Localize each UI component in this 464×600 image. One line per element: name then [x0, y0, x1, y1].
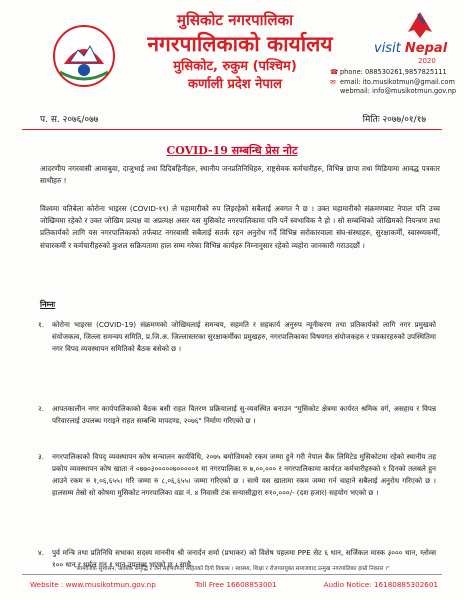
office-location: मुसिकोट, रुकुम (पश्चिम) — [173, 59, 297, 74]
contact-webmail: webmail: info@musikotmun.gov.np — [340, 87, 457, 96]
phone-icon: ☎ — [330, 68, 339, 76]
page-title: COVID-19 सम्बन्धि प्रेस नोट — [166, 144, 298, 157]
list-item-text: आपतकालीन नगर कार्यपालिकाको बैठक बसी राहत वितरण प्रक्रियालाई सु-व्यवस्थित बनाउन "मुसिकोट क्षेत्रमा कार्यरत श्रमिक वर्ग, असहाय र विपन्न परिवारलाई उपलब्ध गराइने राहत सम्बन्धि मापदण्ड, २०७६" निर्माण गरिएको छ । — [52, 404, 436, 425]
contact-block — [330, 68, 456, 97]
municipality-name: मुसिकोट नगरपालिका — [177, 11, 293, 29]
footer-toll-free: Toll Free 16608853001 — [195, 580, 277, 589]
list-item-number: ४. — [38, 548, 44, 557]
reference-row — [40, 112, 426, 126]
reference-number: प. स. २०७६/०७७ — [40, 115, 99, 125]
footer-divider — [22, 574, 442, 575]
header-divider — [22, 129, 442, 130]
items-heading: निम्नः — [40, 300, 56, 309]
footer-website-link[interactable]: Website : www.musikotmun.gov.np — [30, 580, 156, 589]
visit-nepal-logo-text: visit Nepal — [374, 41, 448, 56]
list-item-text: पुर्व मन्त्रि तथा प्रतिनिधि सभाका सदस्य माननीय श्री जनार्दन शर्मा (प्रभाकर) को विशेष पहलमा PPE सेट ६ थान, सर्जिकल मास्क ३००० थान, ग्लोव्स १०० थान र थर्मल गन १ थान उपलब्ध भएको छ । साथै — [52, 548, 436, 569]
list-item — [38, 319, 436, 355]
footer-slogan: "सामाजिक सुशासन, आर्थिक समृद्धि र जन सहभागिता सहितको दिगो विकास । स्वास्थ्य, शिक्षा र रोजगारयुक्त समाजवाद उन्मुख नगरपालिका हाम्रो निकास ।" — [74, 566, 390, 572]
footer-audio-notice: Audio Notice: 16180885302601 — [323, 580, 438, 589]
list-item-text: कोरोना भाइरस (COVID-19) संक्रमणको जोखिमलाई समन्वय, सहमति र सहकार्य अनुरुप न्यूनीकरण तथा प्रतिकार्यको लागि नगर प्रमुखको संयोजकत्व, जिल्ला समन्वय समिति, प्र.जि.अ. जिल्लास्तरका सुरक्षाकर्मीका प्रमुखहरु, नगरपालिकाका विषयगत संयोजकहरु र पत्रकारहरुको उपस्थितिमा नगर विपद व्यवस्थापन समितिको बैठक बसेको छ । — [52, 320, 436, 353]
visit-nepal-logo — [360, 8, 456, 68]
list-item-text: नगरपालिकाको विपद् व्यवस्थापन कोष सन्चालन कार्यविधि, २०७५ बमोजिमको रकम जम्मा हुने गरी नेपाल बैंक लिमिटेड मुसिकोटमा रहेको स्थानीय तह प्रकोप व्यवस्थापन कोष खाता नं ०७७०३०००००७०००००१ मा नगरपालिका रु ७,००,००० र नगरपालिकामा कार्यरत कर्मचारीहरुको १ दिनको तलबले हुन आउने रकम रु १,०६,६५५। गरि जम्मा रु ८,०६,६५५। जम्मा गरिएको छ । साथै यस खातामा रकम जम्मा गर्न चाहाने सबैलाई अनुरोध गरिएको छ । हालसम्म तेस्रो सो कोषमा मुसिकोट नगरपालिका वडा नं. ४ निवासी टंक सन्यासीद्वारा रु१०,०००/- (दश हजार) सहयोग भएको छ । — [52, 452, 436, 497]
visit-nepal-logo-year: 2020 — [418, 57, 436, 65]
contact-email: ✉ email: ito.musikotmun@gmail.com — [330, 77, 455, 86]
list-item — [38, 403, 436, 427]
footer — [30, 580, 438, 592]
mail-icon: ✉ — [330, 77, 336, 86]
intro-paragraph: विश्वमा यतिबेला कोरोना भाइरस (COVID-१९) ले महामारीको रुप लिइरहेको सबैलाई अवगत नै छ । उक्त महामारीको संक्रमणबाट नेपाल पनि उच्च जोखिममा रहेको र उक्त जोखिम प्रत्यक्ष वा अप्रत्यक्ष असर यस मुसिकोट नगरपालिकामा पनि पर्ने स्वभाविक नै हो । सो सम्बन्धिको जोखिमको नियन्त्रण तथा प्रतिकार्यको लागि यस नगरपालिकाको तर्फबाट नगरबासी सबैलाई सतर्क रहन अनुरोध गर्दै विभिन्न सरोकारवाला संघ-संस्थाहरु, सुरक्षाकर्मी, स्वास्थ्यकर्मी, संचारकर्मी र कर्मचारीहरुको कुशल सक्रियतामा हाल सम्म गरेका विभिन्न कार्यहरु निम्नानुसार रहेको व्यहोरा जानकारी गराउदछौं । — [40, 204, 440, 250]
list-item-number: ३. — [38, 452, 44, 461]
document-date: मितिः २०७७/०१/१७ — [362, 115, 426, 125]
nepal-emblem-icon — [52, 24, 116, 88]
salutation: आदरणीय नगरवासी आमाबुवा, दाजुभाई तथा दिदिबहिनीहरु, स्थानीय जनप्रतिनिधिहरु, राष्ट्रसेवक कर्मचारीहरु, विभिन्न छापा तथा मिडियामा आवद्ध पत्रकार साथीहरु ! — [40, 164, 440, 186]
contact-phone: ☎ phone: 088530261,9857825111 — [330, 68, 447, 76]
list-item-number: १. — [38, 320, 44, 329]
list-item-number: २. — [38, 404, 44, 413]
province-line: कर्णाली प्रदेश नेपाल — [188, 77, 282, 92]
list-item — [38, 451, 436, 499]
office-name: नगरपालिकाको कार्यालय — [147, 32, 333, 56]
